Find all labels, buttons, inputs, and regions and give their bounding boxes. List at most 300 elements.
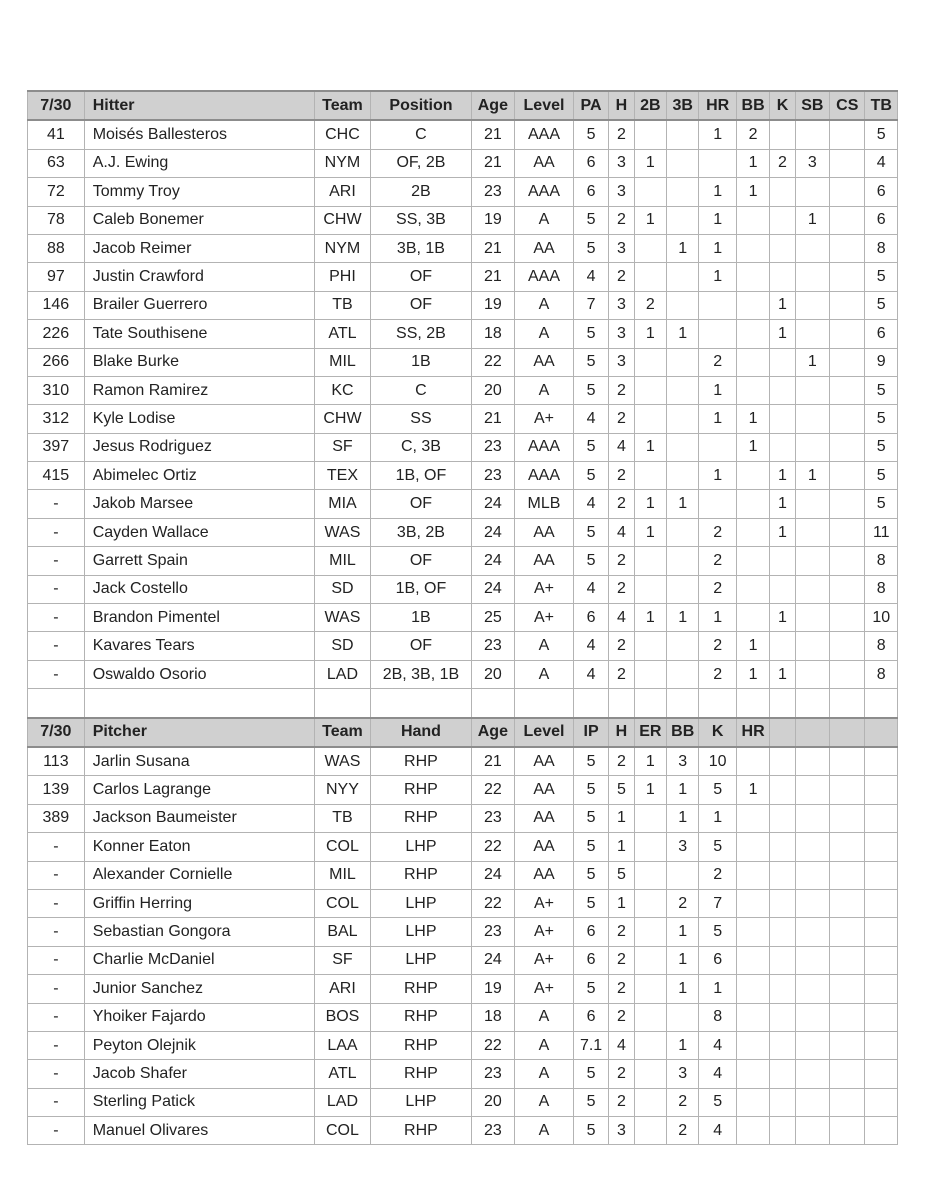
table-cell: - [28,1088,85,1116]
table-cell: 389 [28,804,85,832]
player-name-cell: Tommy Troy [84,178,314,206]
pitchers-header-row [28,718,898,747]
table-cell: 3 [609,234,634,262]
column-header: Team [314,91,371,120]
table-cell [770,263,795,291]
table-cell [770,178,795,206]
table-cell [634,861,666,889]
player-name-cell: Jarlin Susana [84,747,314,776]
table-cell [736,918,769,946]
table-cell: 20 [471,1088,515,1116]
table-cell [830,178,865,206]
table-cell: 20 [471,376,515,404]
table-cell: 1 [634,776,666,804]
table-cell [770,1003,795,1031]
table-cell: 1 [736,660,769,688]
column-header: SB [795,91,829,120]
table-cell: 1B [371,604,471,632]
table-cell: 2 [609,660,634,688]
table-cell: OF [371,632,471,660]
column-header: ER [634,718,666,747]
player-name-cell: Jackson Baumeister [84,804,314,832]
table-cell [830,405,865,433]
table-cell [634,263,666,291]
table-cell: 1 [667,320,699,348]
pitchers-row [28,1117,898,1145]
table-cell: 1 [736,632,769,660]
table-cell [795,660,829,688]
stats-table-body [28,91,898,1145]
table-cell: 10 [699,747,736,776]
table-cell: 22 [471,833,515,861]
pitchers-row [28,918,898,946]
player-name-cell: Jacob Reimer [84,234,314,262]
table-cell: 146 [28,291,85,319]
table-cell: AAA [515,120,574,149]
table-cell: OF [371,490,471,518]
table-cell [699,433,736,461]
table-cell: 18 [471,320,515,348]
table-cell [770,632,795,660]
hitters-row [28,405,898,433]
table-cell: 5 [573,120,608,149]
player-name-cell: Jesus Rodriguez [84,433,314,461]
table-cell [634,889,666,917]
table-cell [699,320,736,348]
player-name-cell: Sterling Patick [84,1088,314,1116]
table-cell: AA [515,234,574,262]
table-cell: 5 [865,120,898,149]
table-cell [770,776,795,804]
table-cell [634,405,666,433]
table-cell: 1 [699,206,736,234]
table-cell [830,604,865,632]
column-header: Hitter [84,91,314,120]
table-cell: 2 [609,490,634,518]
empty-cell [573,689,608,718]
table-cell: 5 [573,433,608,461]
table-cell [770,1031,795,1059]
table-cell [865,1117,898,1145]
table-cell: WAS [314,518,371,546]
table-cell: LAD [314,1088,371,1116]
table-cell: 5 [573,206,608,234]
table-cell: 5 [573,747,608,776]
hitters-row [28,547,898,575]
table-cell: 8 [865,234,898,262]
table-cell [795,833,829,861]
table-cell [830,1060,865,1088]
table-cell: CHC [314,120,371,149]
hitters-row [28,348,898,376]
table-cell: - [28,861,85,889]
table-cell: 2 [609,575,634,603]
table-cell [795,547,829,575]
table-cell: - [28,1031,85,1059]
column-header: Hand [371,718,471,747]
table-cell [736,462,769,490]
table-cell: 1 [699,405,736,433]
table-cell [770,861,795,889]
pitchers-row [28,861,898,889]
player-name-cell: Brandon Pimentel [84,604,314,632]
table-cell: 5 [573,975,608,1003]
table-cell: 4 [609,518,634,546]
table-cell: 78 [28,206,85,234]
table-cell [634,660,666,688]
table-cell [830,861,865,889]
table-cell: 23 [471,918,515,946]
table-cell [667,263,699,291]
table-cell: 5 [609,776,634,804]
table-cell: 4 [865,149,898,177]
table-cell [830,376,865,404]
table-cell [736,1117,769,1145]
table-cell [770,206,795,234]
table-cell: 1 [770,462,795,490]
pitchers-row [28,776,898,804]
table-cell [830,632,865,660]
table-cell [770,747,795,776]
table-cell [795,747,829,776]
table-cell: 4 [573,405,608,433]
table-cell: OF [371,547,471,575]
table-cell [830,804,865,832]
table-cell: - [28,1060,85,1088]
table-cell [736,946,769,974]
table-cell: 2 [609,206,634,234]
table-cell [830,575,865,603]
table-cell: 21 [471,263,515,291]
table-cell: 22 [471,776,515,804]
table-cell: 6 [699,946,736,974]
column-header: TB [865,91,898,120]
table-cell: 5 [865,376,898,404]
table-cell: PHI [314,263,371,291]
pitchers-row [28,804,898,832]
table-cell: 2B, 3B, 1B [371,660,471,688]
table-cell: A [515,632,574,660]
player-name-cell: Carlos Lagrange [84,776,314,804]
table-cell [795,405,829,433]
table-cell [634,946,666,974]
table-cell [830,149,865,177]
table-cell: AA [515,149,574,177]
table-cell: WAS [314,747,371,776]
table-cell [830,234,865,262]
table-cell: 3 [609,149,634,177]
column-header: PA [573,91,608,120]
table-cell: 24 [471,547,515,575]
table-cell: RHP [371,1117,471,1145]
table-cell: A [515,1031,574,1059]
hitters-header-row [28,91,898,120]
table-cell: LAA [314,1031,371,1059]
table-cell [667,178,699,206]
table-cell: AA [515,547,574,575]
table-cell [830,120,865,149]
column-header: Level [515,91,574,120]
empty-cell [515,689,574,718]
table-cell [830,547,865,575]
table-cell: 1 [609,804,634,832]
table-cell: 1 [699,462,736,490]
table-cell: 1 [699,804,736,832]
table-cell: 4 [573,660,608,688]
table-cell: 2 [609,946,634,974]
table-cell: 19 [471,206,515,234]
table-cell: 23 [471,1117,515,1145]
table-cell [634,376,666,404]
table-cell [667,462,699,490]
table-cell: 1 [736,776,769,804]
table-cell [830,918,865,946]
table-cell [770,1117,795,1145]
table-cell: 5 [573,776,608,804]
table-cell [795,632,829,660]
column-header: Team [314,718,371,747]
table-cell [795,518,829,546]
table-cell [795,575,829,603]
table-cell: AAA [515,462,574,490]
table-cell: 6 [865,178,898,206]
table-cell [830,348,865,376]
table-cell [634,120,666,149]
player-name-cell: Sebastian Gongora [84,918,314,946]
table-cell [770,433,795,461]
table-cell [830,833,865,861]
table-cell: A+ [515,918,574,946]
table-cell: 2 [667,889,699,917]
table-cell [770,405,795,433]
table-cell: 2 [699,348,736,376]
table-cell: MIL [314,348,371,376]
table-cell: 24 [471,946,515,974]
player-name-cell: Jakob Marsee [84,490,314,518]
table-cell: 2 [699,518,736,546]
table-cell: 4 [573,490,608,518]
player-name-cell: Konner Eaton [84,833,314,861]
table-cell: 226 [28,320,85,348]
column-header: HR [699,91,736,120]
empty-cell [667,689,699,718]
player-name-cell: Charlie McDaniel [84,946,314,974]
table-cell [634,348,666,376]
table-cell [770,234,795,262]
table-cell [830,1031,865,1059]
table-cell [795,234,829,262]
table-cell: A+ [515,889,574,917]
table-cell: 5 [573,1060,608,1088]
table-cell: - [28,547,85,575]
table-cell: 24 [471,861,515,889]
table-cell: MIA [314,490,371,518]
table-cell: 8 [699,1003,736,1031]
table-cell [830,433,865,461]
table-cell: 1 [795,348,829,376]
table-cell [667,660,699,688]
table-cell [736,320,769,348]
table-cell: 2 [609,1088,634,1116]
table-cell: 88 [28,234,85,262]
table-cell: ATL [314,320,371,348]
table-cell [830,975,865,1003]
table-cell [865,861,898,889]
table-cell [795,178,829,206]
table-cell [795,776,829,804]
pitchers-row [28,975,898,1003]
table-cell [667,547,699,575]
table-cell: A+ [515,946,574,974]
table-cell [770,1060,795,1088]
player-name-cell: Junior Sanchez [84,975,314,1003]
table-cell: 5 [573,518,608,546]
column-header [795,718,829,747]
table-cell: 5 [573,320,608,348]
hitters-row [28,604,898,632]
table-cell: NYY [314,776,371,804]
table-cell: - [28,604,85,632]
table-cell: 5 [699,1088,736,1116]
table-cell [634,918,666,946]
table-cell: A+ [515,975,574,1003]
table-cell: LHP [371,1088,471,1116]
table-cell: 1 [634,518,666,546]
player-name-cell: Cayden Wallace [84,518,314,546]
table-cell [865,833,898,861]
table-cell: TB [314,291,371,319]
player-name-cell: Oswaldo Osorio [84,660,314,688]
column-header: H [609,91,634,120]
table-cell [634,178,666,206]
table-cell: 4 [699,1117,736,1145]
table-cell: 1 [770,604,795,632]
table-cell: 2 [667,1117,699,1145]
table-cell [736,376,769,404]
table-cell [795,861,829,889]
table-cell: 2 [699,547,736,575]
table-cell: 1 [699,376,736,404]
table-cell [830,320,865,348]
table-cell: WAS [314,604,371,632]
table-cell: 1 [699,234,736,262]
table-cell [830,946,865,974]
table-cell: 3 [667,747,699,776]
hitters-row [28,660,898,688]
table-cell: 4 [573,575,608,603]
table-cell: 1 [736,405,769,433]
table-cell [795,263,829,291]
table-cell [667,518,699,546]
table-cell: 6 [573,1003,608,1031]
table-cell: 1 [736,433,769,461]
table-cell: 8 [865,575,898,603]
pitchers-row [28,1031,898,1059]
table-cell [667,861,699,889]
table-cell: LAD [314,660,371,688]
table-cell: 24 [471,575,515,603]
table-cell: 6 [573,604,608,632]
table-cell: 6 [573,946,608,974]
table-cell [634,547,666,575]
table-cell: 1B, OF [371,575,471,603]
table-cell: 1 [634,149,666,177]
table-cell: 5 [573,804,608,832]
column-header: K [699,718,736,747]
table-cell [795,1060,829,1088]
player-name-cell: Alexander Cornielle [84,861,314,889]
table-cell: 7 [573,291,608,319]
table-cell: CHW [314,206,371,234]
table-cell [736,889,769,917]
table-cell [667,120,699,149]
player-name-cell: Jack Costello [84,575,314,603]
table-cell: 3 [609,320,634,348]
table-cell [736,861,769,889]
table-cell [634,1117,666,1145]
column-header: BB [667,718,699,747]
table-cell [770,376,795,404]
table-cell: RHP [371,804,471,832]
table-cell [830,747,865,776]
table-cell: LHP [371,889,471,917]
table-cell [667,575,699,603]
table-cell: 4 [699,1031,736,1059]
column-header: 7/30 [28,91,85,120]
table-cell: MIL [314,547,371,575]
table-cell [865,1088,898,1116]
table-cell: OF [371,291,471,319]
table-cell [667,1003,699,1031]
column-header: Age [471,91,515,120]
table-cell: 1 [770,291,795,319]
table-cell: 397 [28,433,85,461]
table-cell: 22 [471,889,515,917]
player-name-cell: Ramon Ramirez [84,376,314,404]
table-cell: RHP [371,776,471,804]
table-cell: - [28,660,85,688]
table-cell: - [28,1003,85,1031]
table-cell: 5 [609,861,634,889]
table-cell: A [515,320,574,348]
table-cell: A [515,660,574,688]
table-cell: COL [314,889,371,917]
table-cell: RHP [371,975,471,1003]
table-cell: 2 [609,632,634,660]
table-cell: A+ [515,405,574,433]
table-cell: A [515,376,574,404]
table-cell [634,575,666,603]
table-cell: 22 [471,1031,515,1059]
hitters-row [28,518,898,546]
table-cell: 6 [573,178,608,206]
table-cell [830,1117,865,1145]
table-cell: 1 [609,833,634,861]
table-cell: 2 [609,1060,634,1088]
table-cell [865,776,898,804]
pitchers-row [28,1060,898,1088]
player-name-cell: Garrett Spain [84,547,314,575]
table-cell [667,433,699,461]
table-cell: 2 [699,660,736,688]
empty-cell [84,689,314,718]
table-cell: 5 [865,263,898,291]
table-cell: 21 [471,405,515,433]
table-cell: AA [515,348,574,376]
hitters-row [28,490,898,518]
empty-cell [28,689,85,718]
table-cell [830,776,865,804]
